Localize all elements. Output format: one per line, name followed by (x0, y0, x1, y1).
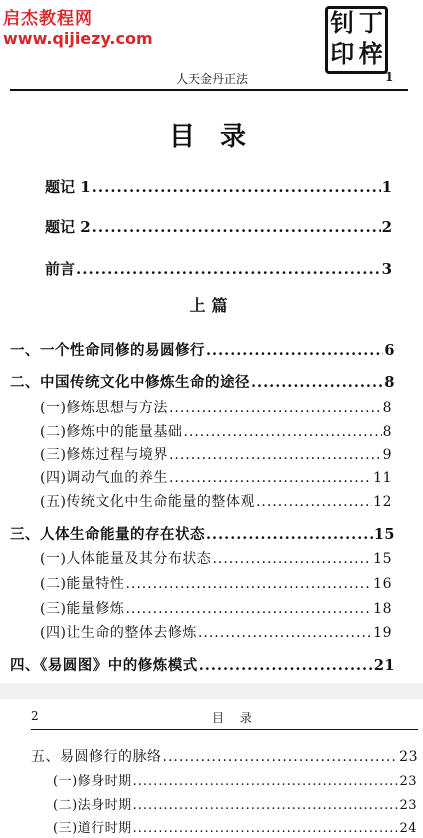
toc-entry-label: (三)能量修炼 (40, 601, 125, 617)
toc-subentry[interactable] (40, 421, 392, 441)
toc-subentry[interactable] (40, 397, 392, 417)
toc-entry-label: (二)修炼中的能量基础 (40, 424, 183, 440)
seal-stamp (325, 6, 388, 74)
page-number: 1 (385, 70, 394, 84)
toc-entry[interactable] (10, 339, 395, 360)
header-rule (31, 729, 418, 730)
leader-dots (163, 749, 399, 765)
toc-entry[interactable] (10, 371, 395, 392)
seal-char: 钊 (330, 9, 355, 37)
seal-char: 丁 (358, 9, 383, 37)
toc-entry-label: (二)法身时期 (53, 798, 132, 813)
toc-entry-page: 2 (381, 218, 392, 236)
leader-dots (251, 374, 383, 391)
toc-subentry[interactable] (40, 467, 392, 487)
leader-dots (169, 447, 382, 463)
leader-dots (76, 260, 381, 278)
toc-entry-page: 21 (373, 657, 395, 674)
leader-dots (199, 657, 373, 674)
leader-dots (206, 342, 383, 359)
leader-dots (169, 470, 372, 486)
toc-entry[interactable] (31, 746, 418, 766)
toc-entry-label: 前言 (45, 260, 76, 278)
toc-entry-page: 24 (399, 821, 417, 836)
toc-entry-page: 1 (381, 178, 392, 196)
toc-subentry[interactable] (40, 622, 392, 642)
site-watermark: 启杰教程网 (3, 9, 93, 29)
toc-entry-page: 15 (373, 526, 395, 543)
leader-dots (169, 400, 382, 416)
toc-entry-label: (一)人体能量及其分布状态 (40, 551, 212, 567)
toc-entry-label: 四、《易圆图》中的修炼模式 (10, 657, 198, 674)
leader-dots (92, 218, 381, 236)
toc-entry-label: 题记 2 (45, 218, 91, 236)
toc-entry-page: 23 (399, 774, 417, 789)
toc-subentry[interactable] (40, 573, 392, 593)
leader-dots (92, 178, 381, 196)
toc-entry-page: 9 (382, 447, 392, 463)
toc-entry-label: 一、一个性命同修的易圆修行 (10, 342, 205, 359)
leader-dots (256, 494, 372, 510)
toc-subentry[interactable] (53, 817, 417, 836)
leader-dots (133, 798, 399, 813)
toc-subentry[interactable] (40, 548, 392, 568)
toc-entry-page: 8 (382, 400, 392, 416)
toc-entry-label: (一)修炼思想与方法 (40, 400, 168, 416)
toc-entry-page: 11 (373, 470, 392, 486)
toc-entry-page: 3 (381, 260, 392, 278)
toc-entry-label: (三)道行时期 (53, 821, 132, 836)
toc-entry-page: 8 (384, 374, 395, 391)
page-separator (0, 683, 423, 699)
running-header-title: 人天金丹正法 (176, 72, 249, 86)
toc-entry-label: (五)传统文化中生命能量的整体观 (40, 494, 255, 510)
toc-entry-label: (四)让生命的整体去修炼 (40, 625, 197, 641)
toc-entry-front-2[interactable] (45, 216, 392, 237)
leader-dots (212, 551, 372, 567)
toc-entry-page: 19 (373, 625, 392, 641)
toc-entry-page: 23 (399, 798, 417, 813)
toc-entry-label: 三、人体生命能量的存在状态 (10, 526, 205, 543)
toc-entry-page: 16 (373, 576, 392, 592)
section-heading: 上篇 (189, 296, 234, 315)
leader-dots (125, 576, 372, 592)
toc-subentry[interactable] (53, 794, 417, 813)
leader-dots (198, 625, 372, 641)
toc-entry-page: 18 (373, 601, 392, 617)
toc-subentry[interactable] (53, 770, 417, 789)
page-number: 2 (31, 709, 39, 723)
toc-entry-label: 二、中国传统文化中修炼生命的途径 (10, 374, 250, 391)
toc-entry-page: 23 (399, 749, 418, 765)
toc-subentry[interactable] (40, 491, 392, 511)
toc-entry-front-1[interactable] (45, 176, 392, 197)
header-rule (10, 89, 408, 91)
toc-entry-page: 8 (382, 424, 392, 440)
toc-entry-label: 五、易圆修行的脉络 (31, 749, 162, 765)
toc-entry-label: (二)能量特性 (40, 576, 125, 592)
seal-char: 印 (330, 40, 355, 68)
toc-entry-label: 题记 1 (45, 178, 91, 196)
toc-subentry[interactable] (40, 444, 392, 464)
leader-dots (183, 424, 381, 440)
seal-char: 梓 (358, 40, 383, 68)
toc-entry[interactable] (10, 523, 395, 544)
toc-entry-label: (三)修炼过程与境界 (40, 447, 168, 463)
leader-dots (133, 774, 399, 789)
toc-entry[interactable] (10, 654, 395, 675)
toc-entry-front-3[interactable] (45, 258, 392, 279)
site-url-watermark: www.qijiezy.com (3, 29, 153, 48)
toc-entry-page: 12 (373, 494, 392, 510)
page-title: 目 录 (168, 122, 255, 152)
toc-entry-label: (一)修身时期 (53, 774, 132, 789)
toc-entry-label: (四)调动气血的养生 (40, 470, 168, 486)
leader-dots (133, 821, 399, 836)
toc-entry-page: 6 (384, 342, 395, 359)
toc-subentry[interactable] (40, 598, 392, 618)
toc-entry-page: 15 (373, 551, 392, 567)
leader-dots (125, 601, 372, 617)
running-header-title: 目 录 (212, 711, 258, 725)
leader-dots (206, 526, 373, 543)
